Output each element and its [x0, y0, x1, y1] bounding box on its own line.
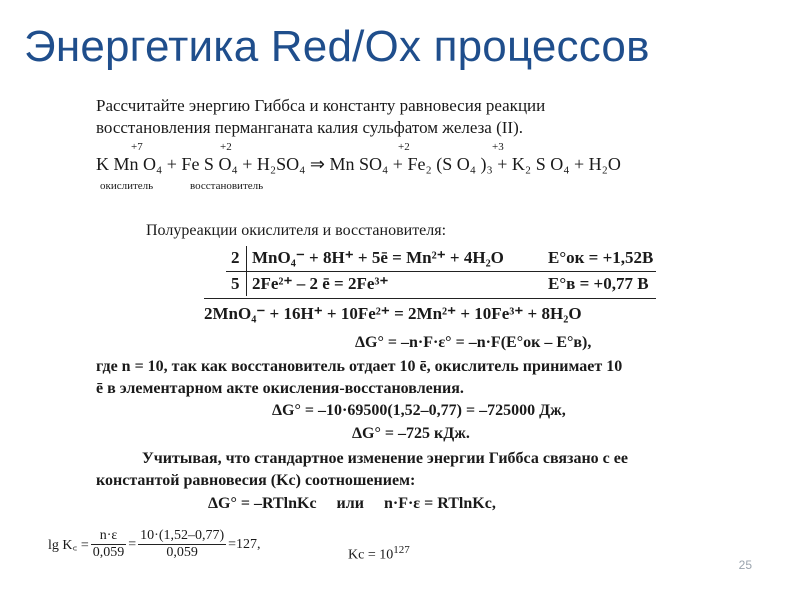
half-reaction-separator [226, 271, 656, 272]
fraction-1 [91, 528, 127, 561]
half-reaction-2-coefficient: 5 [231, 274, 240, 293]
page-number: 25 [738, 558, 752, 572]
fraction-2-denominator: 0,059 [166, 545, 198, 560]
relation-line-2: константой равновесия (Kc) соотношением: [96, 472, 416, 489]
ox-state-fe-reactant: +2 [220, 141, 232, 153]
ox-state-mn-product: +2 [398, 141, 410, 153]
fraction-1-denominator: 0,059 [92, 545, 125, 560]
half-reaction-2: 2Fe²⁺ – 2 ē = 2Fe³⁺ [252, 274, 389, 293]
kc-exponent: 127 [393, 544, 410, 556]
gibbs-calculation: ΔG° = –10·69500(1,52–0,77) = –725000 Дж, [272, 402, 566, 419]
explanation-line-1: где n = 10, так как восстановитель отдает 10 ē, окислитель принимает 10 [96, 358, 623, 375]
half-reaction-1-potential: E°ок = +1,52В [548, 248, 654, 267]
kc-label: Kc = 10 [348, 547, 394, 563]
fraction-2 [138, 528, 226, 561]
slide-title: Энергетика Red/Ox процессов [24, 22, 650, 71]
log-k-calculation [48, 528, 261, 561]
label-reducer: восстановитель [190, 180, 264, 192]
overall-reaction: 2MnO₄⁻ + 16H⁺ + 10Fe²⁺ = 2Mn²⁺ + 10Fe³⁺ + 8H₂O [204, 304, 582, 323]
fraction-2-numerator: 10·(1,52–0,77) [140, 528, 225, 543]
log-k-lhs: lg K꜀ = [48, 538, 89, 553]
relation-equation: ΔG° = –RTlnKc или n·F·ε = RTlnKc, [208, 495, 496, 512]
problem-line-1: Рассчитайте энергию Гиббса и константу равновесия реакции [96, 96, 546, 115]
half-reactions-heading: Полуреакции окислителя и восстановителя: [146, 222, 447, 239]
relation-line-1: Учитывая, что стандартное изменение энергии Гиббса связано с ее [142, 450, 628, 467]
ox-state-fe-product: +3 [492, 141, 504, 153]
gibbs-formula: ΔG° = –n·F·ε° = –n·F(E°ок – E°в), [355, 334, 592, 351]
explanation-line-2: ē в элементарном акте окисления-восстановления. [96, 380, 464, 397]
sum-rule [204, 298, 656, 299]
fraction-1-numerator: n·ε [91, 528, 127, 545]
label-oxidizer: окислитель [100, 180, 154, 192]
half-reaction-2-potential: E°в = +0,77 В [548, 274, 649, 293]
kc-value [348, 544, 410, 564]
problem-line-2: восстановления перманганата калия сульфатом железа (II). [96, 118, 524, 137]
gibbs-result: ΔG° = –725 кДж. [352, 425, 470, 442]
reaction-equation: K Mn O₄ + Fe S O₄ + H₂SO₄ ⇒ Mn SO₄ + Fe₂ (S O₄ )₃ + K₂ S O₄ + H₂O [96, 154, 621, 174]
equals-sign: = [128, 536, 137, 552]
log-k-result: =127, [228, 536, 261, 552]
ox-state-mn-reactant: +7 [131, 141, 143, 153]
half-reaction-1-coefficient: 2 [231, 248, 240, 267]
half-reaction-1: MnO₄⁻ + 8H⁺ + 5ē = Mn²⁺ + 4H₂O [252, 248, 504, 267]
